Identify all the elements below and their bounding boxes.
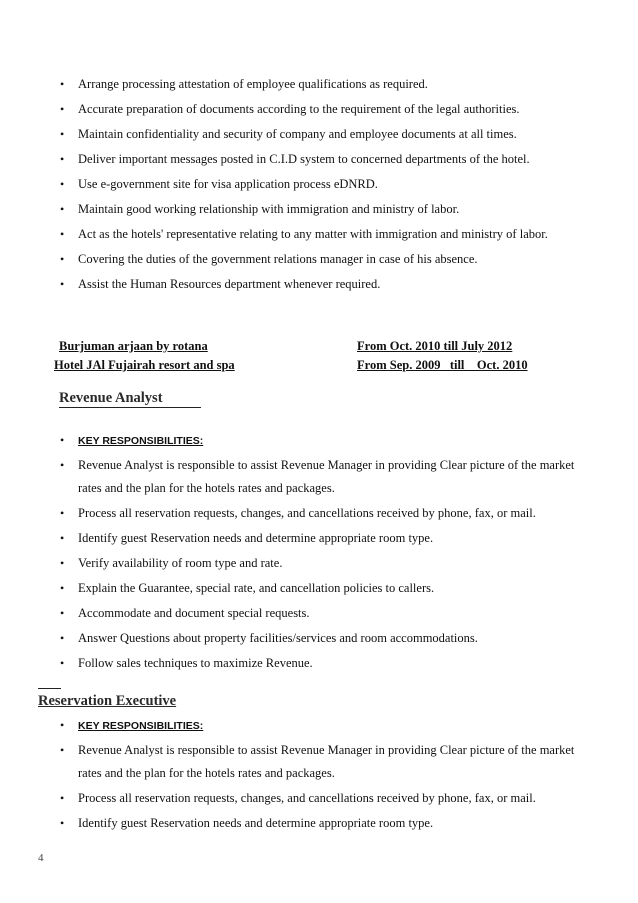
list-item-text: Assist the Human Resources department whenever required. xyxy=(78,277,381,291)
list-item xyxy=(0,453,638,501)
employment-dates xyxy=(357,358,528,373)
bullet-icon: • xyxy=(60,177,65,191)
bullet-icon: • xyxy=(60,252,65,266)
bullet-icon: • xyxy=(60,556,65,570)
list-item xyxy=(0,551,638,576)
dates-text: From Sep. 2009 till Oct. 2010 xyxy=(357,358,528,372)
list-item-text: Revenue Analyst is responsible to assist Revenue Manager in providing Clear picture of the market rates and the plan for the hotels rates and packages. xyxy=(78,458,575,495)
list-item-text: Accurate preparation of documents according to the requirement of the legal authorities. xyxy=(78,102,520,116)
list-item xyxy=(0,72,638,97)
list-item-text: Explain the Guarantee, special rate, and cancellation policies to callers. xyxy=(78,581,435,595)
page-number: 4 xyxy=(38,852,44,864)
list-item-text: Process all reservation requests, changes, and cancellations received by phone, fax, or mail. xyxy=(78,791,536,805)
key-responsibilities-label: KEY RESPONSIBILITIES: xyxy=(78,720,204,732)
list-item xyxy=(0,122,638,147)
duties-list xyxy=(0,72,638,297)
list-item-text: Revenue Analyst is responsible to assist Revenue Manager in providing Clear picture of the market rates and the plan for the hotels rates and packages. xyxy=(78,743,575,780)
list-item-text: Verify availability of room type and rate. xyxy=(78,556,283,570)
bullet-icon: • xyxy=(60,581,65,595)
list-item-text: Maintain good working relationship with immigration and ministry of labor. xyxy=(78,202,460,216)
list-item-text: Deliver important messages posted in C.I.D system to concerned departments of the hotel. xyxy=(78,152,530,166)
list-item-text: Identify guest Reservation needs and determine appropriate room type. xyxy=(78,531,434,545)
list-item xyxy=(0,651,638,676)
list-item xyxy=(0,501,638,526)
section-title-text: Revenue Analyst xyxy=(59,390,201,408)
list-item xyxy=(0,713,638,738)
list-item xyxy=(0,147,638,172)
bullet-icon: • xyxy=(60,718,65,732)
list-item-text: Maintain confidentiality and security of company and employee documents at all times. xyxy=(78,127,517,141)
employer-text: Hotel JAl Fujairah resort and spa xyxy=(54,358,235,372)
bullet-icon: • xyxy=(60,606,65,620)
bullet-icon: • xyxy=(60,791,65,805)
divider xyxy=(38,688,61,689)
list-item xyxy=(0,626,638,651)
list-item-text: Arrange processing attestation of employee qualifications as required. xyxy=(78,77,428,91)
bullet-icon: • xyxy=(60,127,65,141)
employer-text: Burjuman arjaan by rotana xyxy=(59,339,208,353)
list-item xyxy=(0,811,638,836)
bullet-icon: • xyxy=(60,631,65,645)
list-item-text: Use e-government site for visa application process eDNRD. xyxy=(78,177,378,191)
list-item-text: Answer Questions about property facilities/services and room accommodations. xyxy=(78,631,478,645)
list-item xyxy=(0,786,638,811)
bullet-icon: • xyxy=(60,743,65,757)
section-title: Reservation Executive xyxy=(38,693,177,709)
employer-name xyxy=(59,339,208,354)
list-item xyxy=(0,576,638,601)
bullet-icon: • xyxy=(60,656,65,670)
bullet-icon: • xyxy=(60,102,65,116)
list-item-text: Follow sales techniques to maximize Revenue. xyxy=(78,656,313,670)
bullet-icon: • xyxy=(60,77,65,91)
bullet-icon: • xyxy=(60,277,65,291)
list-item-text: Act as the hotels' representative relating to any matter with immigration and ministry of labor. xyxy=(78,227,548,241)
employer-name xyxy=(54,358,238,373)
bullet-icon: • xyxy=(60,458,65,472)
bullet-icon: • xyxy=(60,816,65,830)
list-item-text: Identify guest Reservation needs and determine appropriate room type. xyxy=(78,816,434,830)
dates-text: From Oct. 2010 till July 2012 xyxy=(357,339,513,353)
bullet-icon: • xyxy=(60,433,65,447)
bullet-icon: • xyxy=(60,227,65,241)
list-item xyxy=(0,197,638,222)
list-item xyxy=(0,222,638,247)
section-title xyxy=(59,390,201,408)
list-item xyxy=(0,526,638,551)
list-item xyxy=(0,172,638,197)
bullet-icon: • xyxy=(60,506,65,520)
list-item xyxy=(0,428,638,453)
list-item xyxy=(0,247,638,272)
list-item-text: Process all reservation requests, changes, and cancellations received by phone, fax, or mail. xyxy=(78,506,536,520)
bullet-icon: • xyxy=(60,531,65,545)
list-item xyxy=(0,272,638,297)
key-responsibilities-label: KEY RESPONSIBILITIES: xyxy=(78,435,204,447)
list-item xyxy=(0,601,638,626)
reservation-responsibilities-list xyxy=(0,713,638,836)
bullet-icon: • xyxy=(60,202,65,216)
bullet-icon: • xyxy=(60,152,65,166)
list-item xyxy=(0,97,638,122)
revenue-responsibilities-list xyxy=(0,428,638,676)
list-item xyxy=(0,738,638,786)
employment-dates xyxy=(357,339,512,354)
list-item-text: Covering the duties of the government relations manager in case of his absence. xyxy=(78,252,478,266)
list-item-text: Accommodate and document special requests. xyxy=(78,606,310,620)
